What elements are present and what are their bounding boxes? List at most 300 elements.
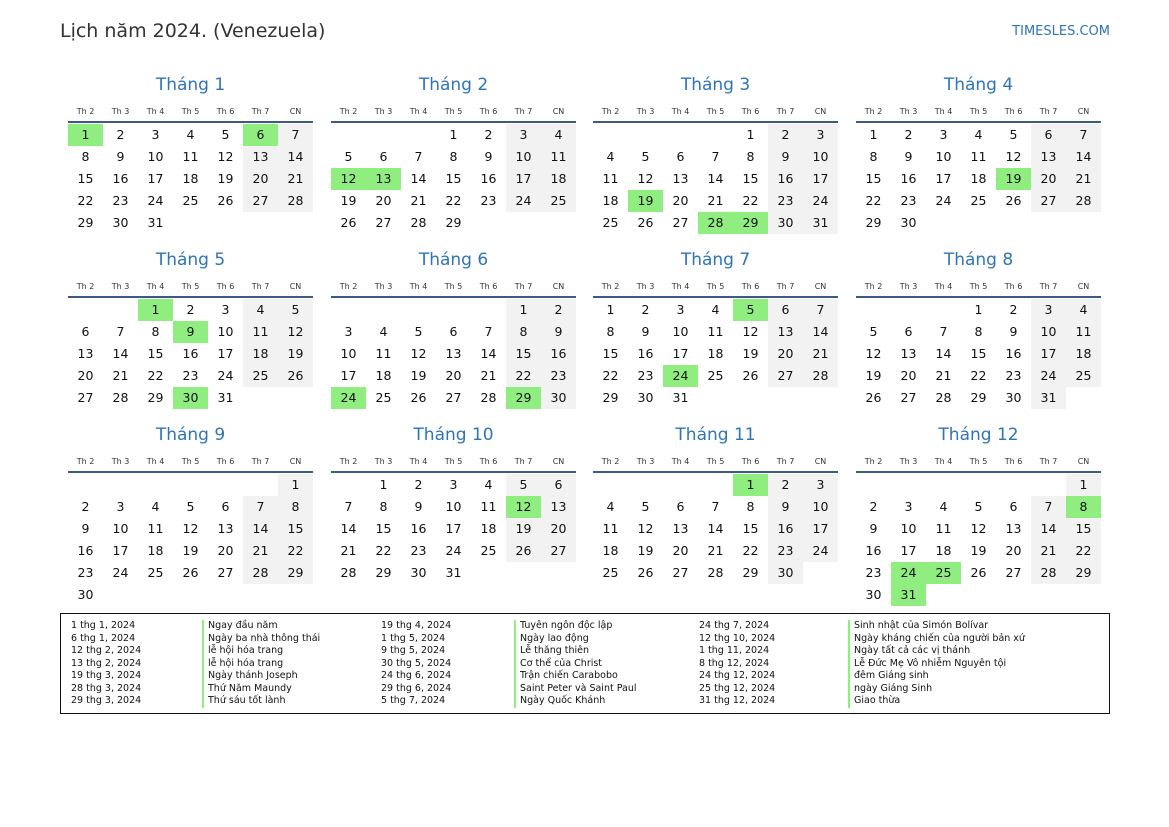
- weekday-label: Th 5: [706, 106, 725, 116]
- day-cell: 19: [637, 543, 654, 558]
- holiday-name: Cơ thể của Christ: [514, 658, 637, 671]
- day-cell: 16: [541, 343, 576, 365]
- day-cell: 15: [865, 171, 882, 186]
- weekday-label: CN: [1077, 456, 1090, 466]
- day-grid: [68, 124, 313, 234]
- day-cell: 2: [484, 127, 493, 142]
- empty-cell: [103, 474, 138, 496]
- day-cell: 30: [77, 587, 94, 602]
- holiday-name: Lễ thăng thiên: [514, 645, 637, 658]
- weekday-label: Th 2: [601, 281, 620, 291]
- empty-cell: [173, 474, 208, 496]
- weekday-label: Th 2: [864, 106, 883, 116]
- month-title: Tháng 1: [155, 75, 226, 95]
- day-cell: 12: [637, 521, 654, 536]
- day-cell: 13: [1005, 521, 1022, 536]
- day-cell: 7: [711, 149, 720, 164]
- day-cell: 2: [414, 477, 423, 492]
- empty-cell: [103, 299, 138, 321]
- holiday-dates-col-2: [381, 620, 451, 708]
- day-cell: 2: [541, 299, 576, 321]
- day-cell: 4: [711, 302, 720, 317]
- day-cell: 3: [116, 499, 125, 514]
- day-cell: 12: [278, 321, 313, 343]
- weekday-label: Th 4: [146, 281, 165, 291]
- day-cell: 5: [344, 149, 353, 164]
- day-cell: 6: [904, 324, 913, 339]
- holiday-day-cell: 1: [68, 124, 103, 146]
- weekday-label: Th 4: [671, 456, 690, 466]
- day-cell: 22: [1066, 540, 1101, 562]
- day-cell: 26: [637, 565, 654, 580]
- holiday-date: 8 thg 12, 2024: [699, 657, 770, 669]
- empty-cell: [961, 474, 996, 496]
- day-cell: 27: [672, 565, 689, 580]
- day-cell: 27: [672, 215, 689, 230]
- day-cell: 30: [900, 215, 917, 230]
- holiday-name: Saint Peter và Saint Paul: [514, 683, 637, 696]
- holiday-date: 6 thg 1, 2024: [71, 632, 136, 644]
- day-cell: 24: [803, 190, 838, 212]
- weekday-label: Th 5: [444, 281, 463, 291]
- empty-cell: [471, 299, 506, 321]
- day-cell: 19: [278, 343, 313, 365]
- day-cell: 26: [970, 565, 987, 580]
- day-cell: 18: [182, 171, 199, 186]
- day-cell: 14: [340, 521, 357, 536]
- day-cell: 15: [445, 171, 462, 186]
- day-cell: 20: [77, 368, 94, 383]
- holiday-name: Lễ Đức Mẹ Vô nhiễm Nguyên tội: [848, 658, 1025, 671]
- empty-cell: [68, 474, 103, 496]
- day-cell: 22: [375, 543, 392, 558]
- day-cell: 25: [602, 565, 619, 580]
- day-cell: 14: [1031, 518, 1066, 540]
- day-cell: 8: [746, 499, 755, 514]
- holiday-name: Ngày thánh Joseph: [202, 670, 320, 683]
- day-cell: 27: [375, 215, 392, 230]
- day-cell: 18: [602, 193, 619, 208]
- empty-cell: [996, 474, 1031, 496]
- holiday-day-cell: 25: [926, 562, 961, 584]
- day-cell: 29: [147, 390, 164, 405]
- day-cell: 4: [974, 127, 983, 142]
- holiday-name: lễ hội hóa trang: [202, 658, 320, 671]
- day-cell: 10: [803, 146, 838, 168]
- weekday-label: Th 6: [216, 456, 235, 466]
- day-cell: 14: [480, 346, 497, 361]
- empty-cell: [698, 124, 733, 146]
- holiday-day-cell: 19: [628, 190, 663, 212]
- day-cell: 14: [112, 346, 129, 361]
- month-divider: [593, 296, 838, 298]
- holiday-day-cell: 5: [733, 299, 768, 321]
- weekday-label: Th 3: [111, 456, 130, 466]
- holiday-name: Tuyên ngôn độc lập: [514, 620, 637, 633]
- day-cell: 25: [375, 390, 392, 405]
- day-cell: 25: [602, 215, 619, 230]
- day-cell: 4: [1066, 299, 1101, 321]
- holiday-date: 1 thg 11, 2024: [699, 645, 770, 656]
- holiday-date: 13 thg 2, 2024: [71, 657, 142, 669]
- day-cell: 2: [116, 127, 125, 142]
- day-cell: 27: [1031, 190, 1066, 212]
- holiday-date: 30 thg 5, 2024: [381, 657, 452, 669]
- weekday-label: CN: [289, 456, 302, 466]
- day-cell: 17: [506, 168, 541, 190]
- month-divider: [68, 471, 313, 473]
- day-cell: 20: [243, 168, 278, 190]
- empty-cell: [926, 474, 961, 496]
- day-cell: 3: [449, 477, 458, 492]
- day-cell: 25: [147, 565, 164, 580]
- day-cell: 24: [803, 540, 838, 562]
- weekday-label: Th 7: [514, 281, 533, 291]
- day-cell: 12: [182, 521, 199, 536]
- day-cell: 17: [112, 543, 129, 558]
- day-cell: 20: [1005, 543, 1022, 558]
- day-cell: 2: [869, 499, 878, 514]
- day-cell: 3: [803, 474, 838, 496]
- day-cell: 21: [480, 368, 497, 383]
- day-cell: 27: [900, 390, 917, 405]
- weekday-label: Th 6: [1004, 106, 1023, 116]
- weekday-label: Th 7: [251, 456, 270, 466]
- day-cell: 13: [217, 521, 234, 536]
- day-cell: 26: [278, 365, 313, 387]
- day-cell: 23: [112, 193, 129, 208]
- day-cell: 26: [340, 215, 357, 230]
- day-cell: 9: [869, 521, 878, 536]
- holiday-name: Ngày ba nhà thông thái: [202, 633, 320, 646]
- day-cell: 31: [445, 565, 462, 580]
- holiday-name: lễ hội hóa trang: [202, 645, 320, 658]
- day-cell: 11: [541, 146, 576, 168]
- day-grid: [331, 299, 576, 409]
- day-cell: 19: [506, 518, 541, 540]
- day-cell: 9: [768, 146, 803, 168]
- day-cell: 24: [506, 190, 541, 212]
- day-cell: 5: [414, 324, 423, 339]
- day-cell: 8: [869, 149, 878, 164]
- weekday-header: [856, 277, 1101, 295]
- day-cell: 12: [637, 171, 654, 186]
- holiday-dates-col-1: [71, 620, 141, 708]
- day-cell: 9: [641, 324, 650, 339]
- holiday-date: 19 thg 4, 2024: [381, 620, 452, 631]
- day-cell: 4: [151, 499, 160, 514]
- weekday-header: [593, 452, 838, 470]
- month-divider: [331, 121, 576, 123]
- weekday-label: Th 3: [374, 106, 393, 116]
- weekday-label: Th 2: [864, 281, 883, 291]
- day-cell: 25: [1066, 365, 1101, 387]
- day-cell: 6: [379, 149, 388, 164]
- day-cell: 20: [672, 193, 689, 208]
- day-cell: 23: [480, 193, 497, 208]
- day-cell: 1: [869, 127, 878, 142]
- holiday-day-cell: 6: [243, 124, 278, 146]
- weekday-label: Th 3: [374, 456, 393, 466]
- day-cell: 28: [480, 390, 497, 405]
- day-cell: 2: [768, 124, 803, 146]
- day-cell: 1: [1066, 474, 1101, 496]
- day-cell: 26: [410, 390, 427, 405]
- weekday-label: Th 7: [776, 106, 795, 116]
- weekday-label: Th 4: [409, 106, 428, 116]
- month-title: Tháng 10: [413, 425, 494, 445]
- day-cell: 6: [676, 149, 685, 164]
- day-cell: 19: [340, 193, 357, 208]
- day-cell: 22: [742, 193, 759, 208]
- day-cell: 17: [147, 171, 164, 186]
- day-cell: 21: [278, 168, 313, 190]
- day-cell: 3: [676, 302, 685, 317]
- day-grid: [593, 474, 838, 584]
- weekday-label: Th 6: [741, 456, 760, 466]
- day-cell: 28: [340, 565, 357, 580]
- weekday-label: CN: [552, 456, 565, 466]
- holiday-list: [60, 613, 1110, 714]
- day-cell: 23: [182, 368, 199, 383]
- weekday-label: Th 4: [146, 106, 165, 116]
- day-cell: 6: [1031, 124, 1066, 146]
- day-grid: [68, 474, 313, 606]
- weekday-header: [68, 452, 313, 470]
- day-cell: 7: [803, 299, 838, 321]
- day-cell: 18: [147, 543, 164, 558]
- holiday-date: 1 thg 5, 2024: [381, 632, 446, 644]
- day-grid: [331, 474, 576, 584]
- day-cell: 2: [641, 302, 650, 317]
- weekday-label: Th 5: [969, 456, 988, 466]
- weekday-header: [68, 277, 313, 295]
- day-cell: 14: [707, 171, 724, 186]
- month-title: Tháng 2: [418, 75, 489, 95]
- holiday-name: Ngày tất cả các vị thánh: [848, 645, 1025, 658]
- weekday-label: Th 2: [76, 456, 95, 466]
- empty-cell: [663, 124, 698, 146]
- day-grid: [856, 474, 1101, 606]
- weekday-label: CN: [289, 106, 302, 116]
- day-cell: 27: [77, 390, 94, 405]
- day-cell: 8: [449, 149, 458, 164]
- day-cell: 28: [1066, 190, 1101, 212]
- holiday-day-cell: 28: [698, 212, 733, 234]
- day-cell: 17: [217, 346, 234, 361]
- day-cell: 14: [243, 518, 278, 540]
- day-cell: 22: [865, 193, 882, 208]
- day-cell: 21: [1066, 168, 1101, 190]
- day-cell: 29: [375, 565, 392, 580]
- day-cell: 23: [637, 368, 654, 383]
- holiday-date: 12 thg 10, 2024: [699, 632, 776, 644]
- day-cell: 9: [81, 521, 90, 536]
- day-cell: 25: [541, 190, 576, 212]
- day-cell: 18: [602, 543, 619, 558]
- day-cell: 26: [217, 193, 234, 208]
- day-cell: 22: [970, 368, 987, 383]
- day-cell: 22: [278, 540, 313, 562]
- month-calendar: [856, 424, 1101, 606]
- holiday-date: 29 thg 3, 2024: [71, 695, 142, 706]
- day-cell: 16: [900, 171, 917, 186]
- weekday-label: Th 7: [514, 456, 533, 466]
- day-cell: 20: [900, 368, 917, 383]
- weekday-label: Th 5: [181, 456, 200, 466]
- day-cell: 21: [935, 368, 952, 383]
- weekday-label: Th 2: [601, 456, 620, 466]
- day-cell: 19: [217, 171, 234, 186]
- holiday-name: Ngày lao động: [514, 633, 637, 646]
- day-cell: 27: [217, 565, 234, 580]
- weekday-header: [856, 452, 1101, 470]
- day-cell: 23: [768, 190, 803, 212]
- day-cell: 10: [445, 499, 462, 514]
- month-title: Tháng 4: [943, 75, 1014, 95]
- day-cell: 30: [768, 562, 803, 584]
- empty-cell: [891, 299, 926, 321]
- weekday-label: Th 3: [899, 281, 918, 291]
- weekday-label: Th 3: [636, 106, 655, 116]
- holiday-day-cell: 31: [891, 584, 926, 606]
- day-cell: 29: [445, 215, 462, 230]
- day-cell: 14: [935, 346, 952, 361]
- day-cell: 9: [904, 149, 913, 164]
- day-cell: 7: [484, 324, 493, 339]
- weekday-label: Th 2: [864, 456, 883, 466]
- day-cell: 5: [506, 474, 541, 496]
- day-cell: 11: [182, 149, 199, 164]
- day-cell: 4: [541, 124, 576, 146]
- month-divider: [331, 296, 576, 298]
- holiday-name: Ngày kháng chiến của người bản xứ: [848, 633, 1025, 646]
- day-cell: 18: [375, 368, 392, 383]
- day-cell: 16: [637, 346, 654, 361]
- day-cell: 23: [1005, 368, 1022, 383]
- weekday-label: CN: [814, 281, 827, 291]
- day-cell: 2: [81, 499, 90, 514]
- day-cell: 3: [904, 499, 913, 514]
- day-cell: 31: [147, 215, 164, 230]
- empty-cell: [856, 474, 891, 496]
- day-cell: 21: [707, 193, 724, 208]
- weekday-label: Th 4: [934, 106, 953, 116]
- page-title: Lịch năm 2024. (Venezuela): [60, 20, 326, 42]
- weekday-label: Th 5: [706, 456, 725, 466]
- day-cell: 10: [217, 324, 234, 339]
- day-cell: 29: [742, 565, 759, 580]
- day-cell: 21: [243, 540, 278, 562]
- day-cell: 25: [970, 193, 987, 208]
- day-cell: 10: [112, 521, 129, 536]
- day-cell: 18: [243, 343, 278, 365]
- day-cell: 11: [602, 171, 619, 186]
- day-cell: 20: [1031, 168, 1066, 190]
- day-cell: 7: [711, 499, 720, 514]
- day-cell: 5: [974, 499, 983, 514]
- month-divider: [856, 471, 1101, 473]
- holiday-day-cell: 24: [331, 387, 366, 409]
- day-cell: 21: [1031, 540, 1066, 562]
- day-cell: 28: [112, 390, 129, 405]
- empty-cell: [138, 474, 173, 496]
- day-cell: 1: [278, 474, 313, 496]
- day-cell: 6: [449, 324, 458, 339]
- day-grid: [593, 299, 838, 409]
- month-divider: [68, 296, 313, 298]
- day-cell: 22: [602, 368, 619, 383]
- day-cell: 17: [803, 518, 838, 540]
- holiday-date: 24 thg 12, 2024: [699, 670, 776, 681]
- day-cell: 8: [151, 324, 160, 339]
- month-divider: [331, 471, 576, 473]
- day-cell: 19: [970, 543, 987, 558]
- day-cell: 21: [340, 543, 357, 558]
- day-cell: 13: [768, 321, 803, 343]
- day-cell: 12: [217, 149, 234, 164]
- empty-cell: [331, 474, 366, 496]
- day-cell: 26: [506, 540, 541, 562]
- day-cell: 29: [278, 562, 313, 584]
- day-cell: 15: [742, 171, 759, 186]
- month-calendar: [593, 74, 838, 234]
- month-calendar: [593, 424, 838, 584]
- day-cell: 15: [742, 521, 759, 536]
- holiday-day-cell: 30: [173, 387, 208, 409]
- day-cell: 31: [217, 390, 234, 405]
- day-cell: 28: [1031, 562, 1066, 584]
- day-cell: 7: [414, 149, 423, 164]
- day-cell: 10: [147, 149, 164, 164]
- day-cell: 15: [1066, 518, 1101, 540]
- holiday-name: Ngay đầu năm: [202, 620, 320, 633]
- day-cell: 7: [116, 324, 125, 339]
- weekday-label: Th 7: [776, 456, 795, 466]
- day-cell: 8: [506, 321, 541, 343]
- day-cell: 24: [112, 565, 129, 580]
- day-cell: 16: [768, 518, 803, 540]
- day-cell: 15: [506, 343, 541, 365]
- day-cell: 2: [904, 127, 913, 142]
- day-grid: [68, 299, 313, 409]
- day-cell: 8: [379, 499, 388, 514]
- day-cell: 10: [803, 496, 838, 518]
- day-cell: 3: [151, 127, 160, 142]
- brand-link[interactable]: TIMESLES.COM: [1012, 24, 1110, 39]
- day-cell: 13: [1031, 146, 1066, 168]
- day-cell: 20: [445, 368, 462, 383]
- day-cell: 22: [77, 193, 94, 208]
- day-cell: 30: [637, 390, 654, 405]
- day-cell: 11: [935, 521, 952, 536]
- weekday-label: Th 6: [479, 281, 498, 291]
- month-calendar: [68, 74, 313, 234]
- weekday-label: Th 5: [969, 106, 988, 116]
- day-cell: 1: [449, 127, 458, 142]
- holiday-date: 5 thg 7, 2024: [381, 695, 446, 706]
- day-cell: 13: [900, 346, 917, 361]
- day-cell: 1: [506, 299, 541, 321]
- day-cell: 20: [217, 543, 234, 558]
- day-cell: 6: [81, 324, 90, 339]
- day-grid: [331, 124, 576, 234]
- day-cell: 22: [742, 543, 759, 558]
- holiday-name: Giao thừa: [848, 695, 1025, 708]
- day-cell: 11: [1066, 321, 1101, 343]
- day-cell: 29: [865, 215, 882, 230]
- holiday-name: đêm Giáng sinh: [848, 670, 1025, 683]
